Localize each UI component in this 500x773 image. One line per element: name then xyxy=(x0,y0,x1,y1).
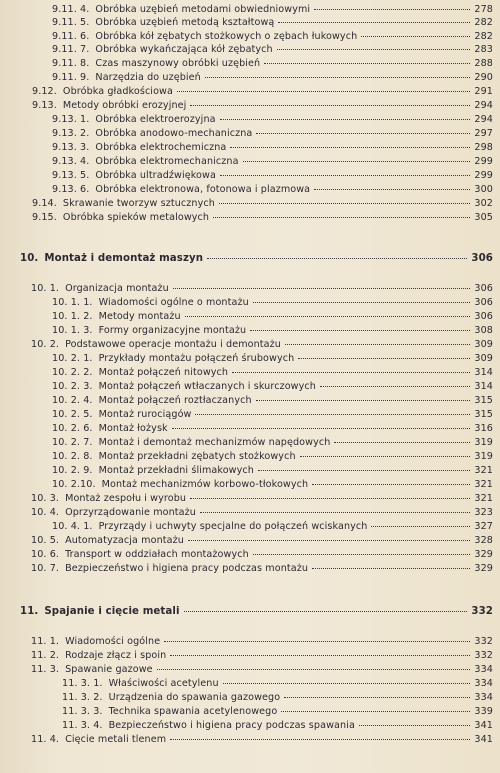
section-title: Wiadomości ogólne xyxy=(65,636,161,647)
page-number: 323 xyxy=(474,507,493,518)
dot-leader xyxy=(359,725,470,726)
toc-line xyxy=(52,409,493,421)
dot-leader xyxy=(177,91,470,92)
page-number: 329 xyxy=(474,563,493,574)
section-number: 10. 2. xyxy=(31,339,60,350)
section-number: 9.13. 1. xyxy=(52,114,90,125)
page-number: 314 xyxy=(474,367,493,378)
toc-line xyxy=(52,72,493,84)
dot-leader xyxy=(250,330,470,331)
toc-line xyxy=(31,664,493,676)
section-number: 9.11. 7. xyxy=(52,44,90,55)
toc-line xyxy=(52,128,493,140)
section-title: Przykłady montażu połączeń śrubowych xyxy=(98,353,295,364)
section-title: Skrawanie tworzyw sztucznych xyxy=(62,198,215,209)
toc-line xyxy=(62,692,493,704)
section-number: 10. 6. xyxy=(31,549,60,560)
page-number: 308 xyxy=(474,325,493,336)
section-number: 10. 2. 3. xyxy=(52,381,93,392)
section-title: Przyrządy i uchwyty specjalne do połączeń wciskanych xyxy=(98,521,368,532)
page-number: 299 xyxy=(474,156,493,167)
toc-line xyxy=(52,451,493,463)
section-number: 9.13. 3. xyxy=(52,142,90,153)
dot-leader xyxy=(258,470,470,471)
section-number: 10. 4. 1. xyxy=(52,521,93,532)
toc-line xyxy=(52,170,493,182)
section-number: 11. xyxy=(20,606,39,617)
section-title: Bezpieczeństwo i higiena pracy podczas spawania xyxy=(108,720,355,731)
dot-leader xyxy=(207,258,467,259)
section-number: 10. 2. 1. xyxy=(52,353,93,364)
dot-leader xyxy=(170,655,470,656)
section-number: 11. 3. 1. xyxy=(62,678,103,689)
dot-leader xyxy=(188,540,470,541)
toc-line xyxy=(31,493,493,505)
dot-leader xyxy=(184,611,468,612)
toc-line xyxy=(31,636,493,648)
dot-leader xyxy=(253,302,471,303)
section-title: Spawanie gazowe xyxy=(65,664,153,675)
page-number: 302 xyxy=(474,198,493,209)
section-title: Oprzyrządowanie montażu xyxy=(65,507,196,518)
section-title: Organizacja montażu xyxy=(65,283,169,294)
section-title: Narzędzia do uzębień xyxy=(95,72,201,83)
page-number: 319 xyxy=(474,437,493,448)
page-number: 321 xyxy=(474,493,493,504)
page-number: 327 xyxy=(474,521,493,532)
section-title: Podstawowe operacje montażu i demontażu xyxy=(65,339,281,350)
page-number: 299 xyxy=(474,170,493,181)
section-title: Obróbka anodowo-mechaniczna xyxy=(95,128,253,139)
toc-line xyxy=(52,311,493,323)
page-number: 278 xyxy=(474,4,493,15)
section-number: 9.13. 4. xyxy=(52,156,90,167)
page-number: 306 xyxy=(471,253,493,264)
section-number: 10. 1. xyxy=(31,283,60,294)
toc-line xyxy=(52,367,493,379)
page-number: 306 xyxy=(474,311,493,322)
toc-line xyxy=(32,212,493,224)
section-number: 11. 3. xyxy=(31,664,60,675)
dot-leader xyxy=(278,22,470,23)
page-number: 341 xyxy=(474,734,493,745)
section-number: 10. 2. 8. xyxy=(52,451,93,462)
page-number: 306 xyxy=(474,283,493,294)
dot-leader xyxy=(277,49,471,50)
toc-line xyxy=(31,283,493,295)
section-title: Montaż połączeń nitowych xyxy=(98,367,229,378)
section-title: Metody montażu xyxy=(98,311,181,322)
dot-leader xyxy=(320,386,470,387)
section-title: Rodzaje złącz i spoin xyxy=(65,650,167,661)
dot-leader xyxy=(220,119,471,120)
section-number: 10. 2.10. xyxy=(52,479,96,490)
page-number: 334 xyxy=(474,678,493,689)
section-title: Transport w oddziałach montażowych xyxy=(65,549,249,560)
section-number: 9.13. xyxy=(32,100,57,111)
dot-leader xyxy=(256,133,470,134)
dot-leader xyxy=(200,512,470,513)
page-number: 300 xyxy=(474,184,493,195)
toc-line xyxy=(52,114,493,126)
toc-line xyxy=(52,4,493,16)
toc-line xyxy=(31,535,493,547)
toc-chapter-line xyxy=(20,253,493,265)
toc-chapter-line xyxy=(20,606,493,618)
section-title: Obróbka elektroerozyjna xyxy=(95,114,216,125)
section-number: 10. 1. 2. xyxy=(52,311,93,322)
dot-leader xyxy=(170,739,470,740)
section-title: Formy organizacyjne montażu xyxy=(98,325,247,336)
toc-line xyxy=(52,325,493,337)
section-number: 9.13. 2. xyxy=(52,128,90,139)
page-number: 341 xyxy=(474,720,493,731)
section-number: 11. 3. 2. xyxy=(62,692,103,703)
page-number: 294 xyxy=(474,100,493,111)
section-title: Obróbka kół zębatych stożkowych o zębach łukowych xyxy=(95,31,358,42)
page-number: 329 xyxy=(474,549,493,560)
toc-line xyxy=(31,549,493,561)
page-number: 332 xyxy=(474,636,493,647)
dot-leader xyxy=(264,63,470,64)
section-title: Montaż i demontaż mechanizmów napędowych xyxy=(98,437,331,448)
page-number: 282 xyxy=(474,17,493,28)
section-number: 9.15. xyxy=(32,212,57,223)
page-number: 315 xyxy=(474,395,493,406)
section-title: Montaż i demontaż maszyn xyxy=(44,253,204,264)
section-title: Czas maszynowy obróbki uzębień xyxy=(95,58,261,69)
section-title: Obróbka uzębień metodami obwiedniowymi xyxy=(95,4,311,15)
section-number: 9.11. 9. xyxy=(52,72,90,83)
section-title: Montaż połączeń wtłaczanych i skurczowych xyxy=(98,381,316,392)
section-title: Bezpieczeństwo i higiena pracy podczas montażu xyxy=(65,563,309,574)
dot-leader xyxy=(173,288,471,289)
page-number: 328 xyxy=(474,535,493,546)
toc-line xyxy=(52,437,493,449)
section-number: 9.12. xyxy=(32,86,57,97)
section-title: Obróbka ultradźwiękowa xyxy=(95,170,216,181)
toc-line xyxy=(52,297,493,309)
dot-leader xyxy=(253,554,471,555)
page-number: 319 xyxy=(474,451,493,462)
dot-leader xyxy=(230,147,470,148)
toc-line xyxy=(31,339,493,351)
dot-leader xyxy=(220,175,470,176)
section-title: Montaż łożysk xyxy=(98,423,168,434)
page-number: 332 xyxy=(474,650,493,661)
dot-leader xyxy=(195,414,470,415)
section-number: 11. 4. xyxy=(31,734,60,745)
section-number: 10. 2. 6. xyxy=(52,423,93,434)
toc-line xyxy=(52,156,493,168)
section-number: 10. 2. 7. xyxy=(52,437,93,448)
page-number: 283 xyxy=(474,44,493,55)
dot-leader xyxy=(334,442,470,443)
page-number: 334 xyxy=(474,692,493,703)
section-number: 10. xyxy=(20,253,39,264)
section-title: Cięcie metali tlenem xyxy=(65,734,167,745)
dot-leader xyxy=(213,217,470,218)
section-number: 10. 7. xyxy=(31,563,60,574)
section-title: Obróbka elektronowa, fotonowa i plazmowa xyxy=(95,184,311,195)
section-number: 11. 2. xyxy=(31,650,60,661)
section-number: 10. 5. xyxy=(31,535,60,546)
page-number: 309 xyxy=(474,353,493,364)
toc-line xyxy=(52,17,493,29)
section-number: 9.11. 4. xyxy=(52,4,90,15)
toc-line xyxy=(52,465,493,477)
dot-leader xyxy=(285,344,470,345)
toc-line xyxy=(32,100,493,112)
section-title: Urządzenia do spawania gazowego xyxy=(108,692,281,703)
dot-leader xyxy=(157,669,471,670)
toc-line xyxy=(31,734,493,746)
dot-leader xyxy=(205,77,471,78)
dot-leader xyxy=(312,568,470,569)
dot-leader xyxy=(256,400,471,401)
page-number: 314 xyxy=(474,381,493,392)
page-number: 334 xyxy=(474,664,493,675)
section-title: Montaż rurociągów xyxy=(98,409,192,420)
dot-leader xyxy=(172,428,471,429)
toc-line xyxy=(52,58,493,70)
section-title: Obróbka gładkościowa xyxy=(62,86,173,97)
toc-line xyxy=(31,563,493,575)
dot-leader xyxy=(223,683,471,684)
page-number: 315 xyxy=(474,409,493,420)
toc-line xyxy=(62,678,493,690)
dot-leader xyxy=(190,105,470,106)
page-number: 309 xyxy=(474,339,493,350)
page-number: 321 xyxy=(474,465,493,476)
dot-leader xyxy=(164,641,470,642)
toc-line xyxy=(52,521,493,533)
section-number: 10. 1. 1. xyxy=(52,297,93,308)
toc-line xyxy=(52,381,493,393)
dot-leader xyxy=(312,484,470,485)
section-number: 9.11. 6. xyxy=(52,31,90,42)
page-number: 294 xyxy=(474,114,493,125)
section-number: 9.13. 5. xyxy=(52,170,90,181)
section-title: Obróbka uzębień metodą kształtową xyxy=(95,17,275,28)
section-number: 9.14. xyxy=(32,198,57,209)
page-number: 288 xyxy=(474,58,493,69)
section-title: Montaż połączeń roztłaczanych xyxy=(98,395,252,406)
section-number: 9.11. 8. xyxy=(52,58,90,69)
page-number: 332 xyxy=(471,606,493,617)
section-number: 10. 4. xyxy=(31,507,60,518)
page-number: 298 xyxy=(474,142,493,153)
page-number: 297 xyxy=(474,128,493,139)
section-number: 10. 2. 9. xyxy=(52,465,93,476)
dot-leader xyxy=(190,498,470,499)
dot-leader xyxy=(219,203,470,204)
section-title: Obróbka elektrochemiczna xyxy=(95,142,227,153)
section-number: 10. 1. 3. xyxy=(52,325,93,336)
section-number: 9.11. 5. xyxy=(52,17,90,28)
toc-line xyxy=(52,423,493,435)
section-title: Montaż zespołu i wyrobu xyxy=(65,493,187,504)
dot-leader xyxy=(371,526,470,527)
section-number: 9.13. 6. xyxy=(52,184,90,195)
page-number: 306 xyxy=(474,297,493,308)
section-number: 11. 1. xyxy=(31,636,60,647)
section-number: 11. 3. 4. xyxy=(62,720,103,731)
section-title: Montaż mechanizmów korbowo-tłokowych xyxy=(101,479,309,490)
toc-line xyxy=(32,198,493,210)
dot-leader xyxy=(185,316,471,317)
toc-line xyxy=(52,44,493,56)
dot-leader xyxy=(361,36,470,37)
dot-leader xyxy=(284,697,470,698)
toc-line xyxy=(31,650,493,662)
page-number: 282 xyxy=(474,31,493,42)
section-number: 10. 2. 5. xyxy=(52,409,93,420)
section-title: Wiadomości ogólne o montażu xyxy=(98,297,249,308)
toc-line xyxy=(52,142,493,154)
toc-line xyxy=(52,184,493,196)
toc-line xyxy=(52,353,493,365)
page-number: 321 xyxy=(474,479,493,490)
section-number: 11. 3. 3. xyxy=(62,706,103,717)
section-number: 10. 2. 4. xyxy=(52,395,93,406)
page-number: 305 xyxy=(474,212,493,223)
page-number: 291 xyxy=(474,86,493,97)
toc-line xyxy=(62,720,493,732)
section-title: Obróbka elektromechaniczna xyxy=(95,156,239,167)
dot-leader xyxy=(314,9,470,10)
toc-line xyxy=(52,31,493,43)
toc-line xyxy=(31,507,493,519)
section-title: Automatyzacja montażu xyxy=(65,535,184,546)
dot-leader xyxy=(298,358,470,359)
dot-leader xyxy=(232,372,470,373)
section-title: Montaż przekładni ślimakowych xyxy=(98,465,254,476)
section-title: Obróbka wykańczająca kół zębatych xyxy=(95,44,273,55)
dot-leader xyxy=(300,456,471,457)
toc-line xyxy=(52,395,493,407)
section-title: Spajanie i cięcie metali xyxy=(44,606,180,617)
page-number: 316 xyxy=(474,423,493,434)
dot-leader xyxy=(281,711,470,712)
page-number: 339 xyxy=(474,706,493,717)
section-title: Technika spawania acetylenowego xyxy=(108,706,278,717)
section-number: 10. 2. 2. xyxy=(52,367,93,378)
section-title: Metody obróbki erozyjnej xyxy=(62,100,187,111)
section-title: Właściwości acetylenu xyxy=(108,678,219,689)
page-number: 290 xyxy=(474,72,493,83)
toc-line xyxy=(62,706,493,718)
section-title: Obróbka spieków metalowych xyxy=(62,212,210,223)
dot-leader xyxy=(314,189,470,190)
dot-leader xyxy=(243,161,471,162)
toc-line xyxy=(52,479,493,491)
toc-line xyxy=(32,86,493,98)
section-number: 10. 3. xyxy=(31,493,60,504)
section-title: Montaż przekładni zębatych stożkowych xyxy=(98,451,296,462)
